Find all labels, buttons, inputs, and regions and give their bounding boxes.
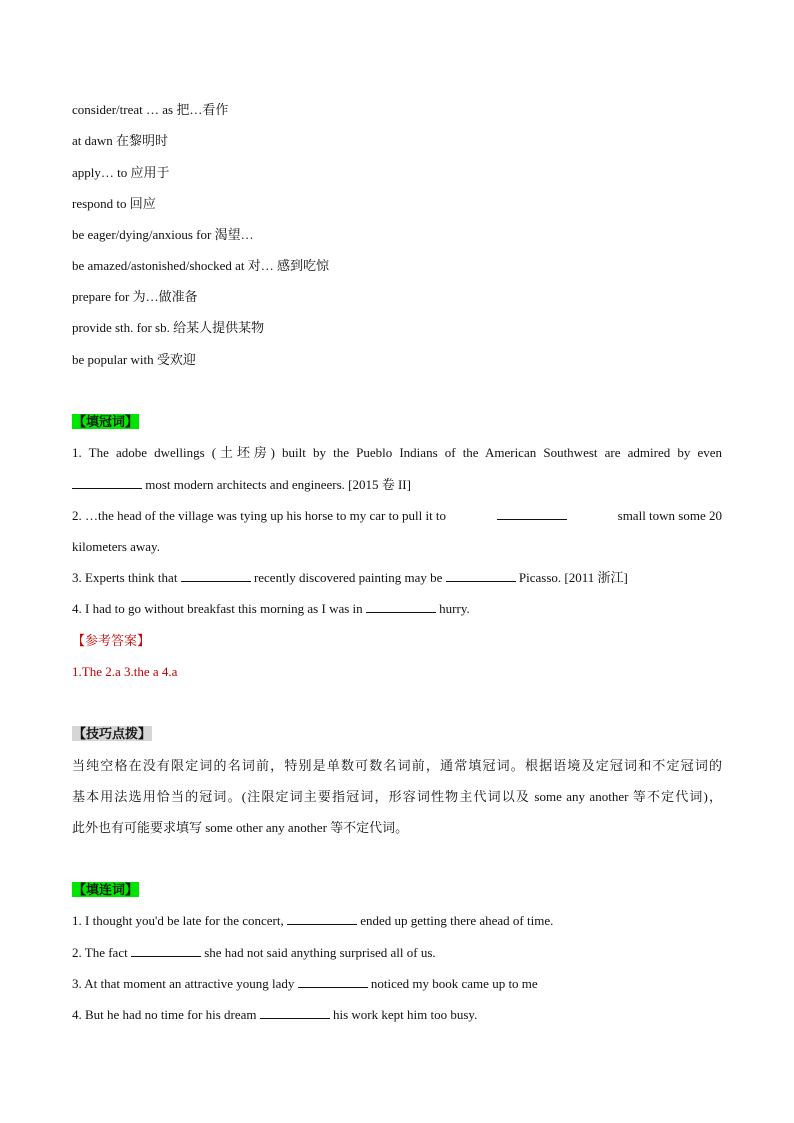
question-2: 2. The fact she had not said anything surprised all of us. — [72, 945, 436, 960]
answer-blank[interactable] — [260, 1006, 330, 1019]
answer-blank[interactable] — [497, 507, 567, 520]
answer-blank[interactable] — [446, 569, 516, 582]
tips-text-line: 基本用法选用恰当的冠词。(注限定词主要指冠词，形容词性物主代词以及 some any another 等不定代词)， — [72, 789, 722, 804]
phrase-item: at dawn 在黎明时 — [72, 133, 169, 148]
question-1: 1. I thought you'd be late for the concert, ended up getting there ahead of time. — [72, 913, 554, 928]
answer-key: 1.The 2.a 3.the a 4.a — [72, 664, 178, 679]
question-2-line-2: kilometers away. — [72, 539, 160, 554]
phrase-item: be eager/dying/anxious for 渴望… — [72, 227, 254, 242]
answer-blank[interactable] — [181, 569, 251, 582]
phrase-item: respond to 回应 — [72, 196, 156, 211]
question-2-line-1: 2. …the head of the village was tying up his horse to my car to pull it to small town some 20 — [72, 508, 722, 523]
phrase-item: provide sth. for sb. 给某人提供某物 — [72, 320, 265, 335]
tips-text-line: 此外也有可能要求填写 some other any another 等不定代词。 — [72, 820, 409, 835]
phrase-item: be amazed/astonished/shocked at 对… 感到吃惊 — [72, 258, 330, 273]
question-4: 4. But he had no time for his dream his work kept him too busy. — [72, 1007, 478, 1022]
answer-blank[interactable] — [287, 912, 357, 925]
answer-blank[interactable] — [131, 944, 201, 957]
section-tag-conjunctions: 【填连词】 — [73, 882, 139, 897]
answer-blank[interactable] — [72, 476, 142, 489]
question-1-line-1: 1. The adobe dwellings (土坯房) built by the Pueblo Indians of the American Southwest are admired by even — [72, 445, 722, 460]
phrase-item: consider/treat … as 把…看作 — [72, 102, 229, 117]
tips-text-line: 当纯空格在没有限定词的名词前，特别是单数可数名词前，通常填冠词。根据语境及定冠词和不定冠词的 — [72, 758, 722, 773]
answer-key-tag: 【参考答案】 — [72, 633, 151, 648]
phrase-item: prepare for 为…做准备 — [72, 289, 198, 304]
section-tag-tips: 【技巧点拨】 — [73, 726, 152, 741]
question-4: 4. I had to go without breakfast this morning as I was in hurry. — [72, 601, 470, 616]
answer-blank[interactable] — [298, 975, 368, 988]
section-tag-articles: 【填冠词】 — [73, 414, 139, 429]
phrase-item: be popular with 受欢迎 — [72, 352, 196, 367]
answer-blank[interactable] — [366, 600, 436, 613]
question-3: 3. Experts think that recently discovered painting may be Picasso. [2011 浙江] — [72, 570, 628, 585]
question-1-line-2: most modern architects and engineers. [2015 卷 II] — [72, 476, 411, 494]
phrase-item: apply… to 应用于 — [72, 165, 170, 180]
question-3: 3. At that moment an attractive young lady noticed my book came up to me — [72, 976, 538, 991]
